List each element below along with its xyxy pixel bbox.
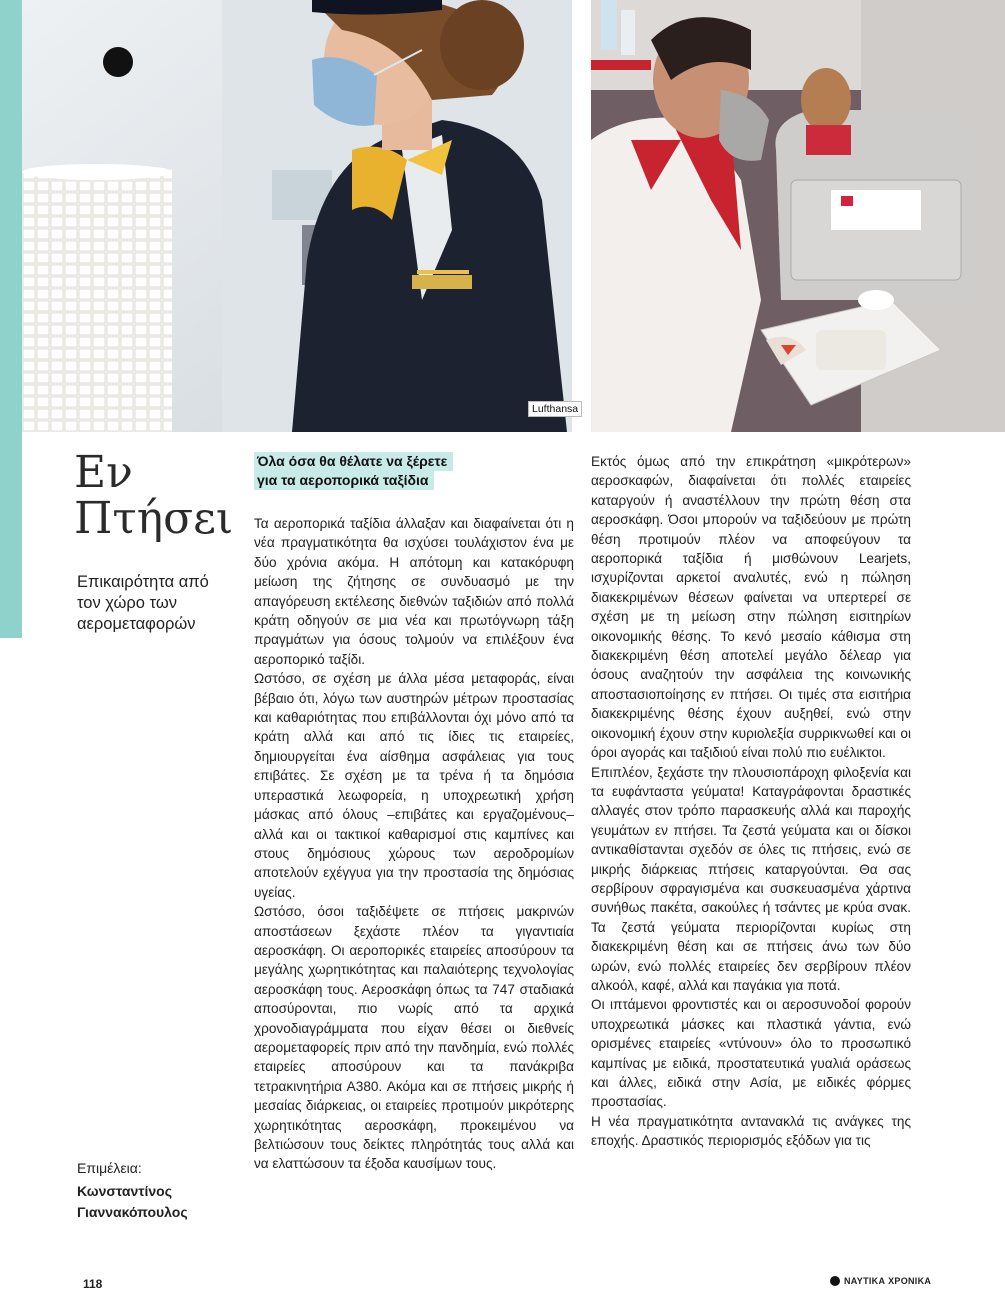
paragraph: Οι ιπτάμενοι φροντιστές και οι αεροσυνοδοί φορούν υποχρεωτικά μάσκες και πλαστικά γάντια, ενώ ορισμένες εταιρείες «ντύνουν» όλο το προσωπικό καμπίνας με ειδικά, προστατευτικά γυαλιά οράσεως και άλλες, ειδικά στην Ασία, με ειδικές φόρμες προστασίας. bbox=[591, 997, 911, 1110]
kicker-line-1: Όλα όσα θα θέλατε να ξέρετε bbox=[254, 452, 453, 471]
magazine-logo-icon bbox=[103, 47, 133, 77]
brand-logo-icon bbox=[830, 1276, 840, 1286]
paragraph: Η νέα πραγματικότητα αντανακλά τις ανάγκες της εποχής. Δραστικός περιορισμός εξόδων για τις bbox=[591, 1113, 911, 1149]
article-kicker bbox=[254, 452, 453, 490]
right-column bbox=[591, 452, 911, 1151]
middle-column bbox=[254, 514, 574, 1174]
accent-bar bbox=[0, 0, 22, 638]
article-title bbox=[74, 447, 234, 544]
footer-brand bbox=[830, 1276, 931, 1286]
title-line-2: Πτήσει bbox=[74, 493, 234, 544]
credits-name: Κωνσταντίνος Γιαννακόπουλος bbox=[77, 1183, 188, 1220]
article-subtitle: Επικαιρότητα από τον χώρο των αερομεταφορών bbox=[77, 573, 209, 633]
paragraph: Τα αεροπορικά ταξίδια άλλαξαν και διαφαίνεται ότι η νέα πραγματικότητα θα ισχύσει τουλάχιστον ένα με δύο χρόνια ακόμα. Η απότομη και κατακόρυφη μείωση της ζήτησης σε συνδυασμό με την απαγόρευση εκτέλεσης διεθνών ταξιδιών από πολλά κράτη οδηγούν σε μια νέα και πρωτόγνωρη τάξη πραγμάτων για όσους τολμούν να επιλέξουν ένα αεροπορικό ταξίδι. bbox=[254, 516, 574, 667]
photo-credit: Lufthansa bbox=[528, 401, 582, 417]
photo-cabin-crew-serving bbox=[591, 0, 1005, 432]
title-line-1: Εν bbox=[74, 447, 133, 498]
footer-brand-text: ΝΑΥΤΙΚΑ ΧΡΟΝΙΚΑ bbox=[844, 1276, 932, 1286]
photo-lufthansa-attendant bbox=[22, 0, 579, 432]
paragraph: Ωστόσο, σε σχέση με άλλα μέσα μεταφοράς, είναι βέβαιο ότι, λόγω των αυστηρών μέτρων προστασίας και καθαριότητας που επιβάλλονται όχι μόνο από τα κράτη αλλά και από τις ίδιες τις εταιρείες, δημιουργείται ένα αίσθημα ασφάλειας για τους επιβάτες. Σε σχέση με τα τρένα ή τα δημόσια υπεραστικά λεωφορεία, η υποχρεωτική χρήση μάσκας από όλους –επιβάτες και εργαζομένους– αλλά και οι τακτικοί καθαρισμοί στις καμπίνες και στους δημόσιους χώρους των αεροδρομίων αποτελούν εχέγγυα για την προστασία της δημόσιας υγείας. bbox=[254, 671, 574, 900]
credits-label: Επιμέλεια: bbox=[77, 1160, 142, 1176]
paragraph: Ωστόσο, όσοι ταξιδέψετε σε πτήσεις μακρινών αποστάσεων ξεχάστε πλέον τα γιγαντιαία αεροσκάφη. Οι αεροπορικές εταιρείες αποσύρουν τα μεγάλης χωρητικότητας και παλαιότερης τεχνολογίας αεροσκάφη τους. Αεροσκάφη όπως τα 747 σταδιακά αποσύρονται, πιο νωρίς από τα αρχικά χρονοδιαγράμματα που είχαν θέσει οι διεθνείς αερομεταφορείς πριν από την πανδημία, ενώ πολλές εταιρείες αποσύρουν και τα πανάκριβα τετρακινητήρια A380. Ακόμα και σε πτήσεις μικρής ή μεσαίας διάρκειας, οι εταιρείες προτιμούν μικρότερης χωρητικότητας αεροσκάφη, προκειμένου να βελτιώσουν τους δείκτες πληρότητάς τους αλλά και να ελαττώσουν τα έξοδα καυσίμων τους. bbox=[254, 904, 574, 1172]
paragraph: Εκτός όμως από την επικράτηση «μικρότερων» αεροσκαφών, διαφαίνεται ότι πολλές εταιρείες καταργούν ή αναστέλλουν την πρώτη θέση στα αεροσκάφη. Όσοι μπορούν να ταξιδεύουν με πρώτη θέση προτιμούν πλέον να αποφεύγουν τα αεροπορικά ταξίδια ή μισθώνουν Learjets, ισχυρίζονται αρκετοί αναλυτές, ενώ η πώληση διακεκριμένων θέσεων φαίνεται να υπερτερεί σε σχέση με τη μείωση στην πώληση εισιτηρίων οικονομικής θέσης. Το κενό μεσαίο κάθισμα στη διακεκριμένη θέση αποτελεί μεγάλο δέλεαρ για όσους αναζητούν την ασφάλεια της κοινωνικής αποστασιοποίησης εν πτήσει. Οι τιμές στα εισιτήρια διακεκριμένης θέσης έχουν αυξηθεί, ενώ στην οικονομική έχουν στην κυριολεξία συρρικνωθεί και οι όροι αγοράς και ταξιδιού είναι πολύ πιο ευέλικτοι. bbox=[591, 454, 911, 761]
paragraph: Επιπλέον, ξεχάστε την πλουσιοπάροχη φιλοξενία και τα ευφάνταστα γεύματα! Καταγράφονται δραστικές αλλαγές στον τρόπο παρασκευής αλλά και παροχής γευμάτων εν πτήσει. Τα ζεστά γεύματα και οι δίσκοι αντικαθίστανται σχεδόν σε όλες τις πτήσεις, ενώ σε μικρής διάρκειας πτήσεις καταργούνται. Θα σας σερβίρουν σφραγισμένα και συσκευασμένα χάρτινα συνήθως πακέτα, σακούλες ή τσάντες με κρύα σνακ. Τα ζεστά γεύματα περιορίζονται κυρίως στη διακεκριμένη θέση και σε πτήσεις άνω των δύο ωρών, ενώ πολλές εταιρείες δεν σερβίρουν πλέον αλκοόλ, καφέ, αλλά και παγάκια για ποτά. bbox=[591, 764, 911, 993]
page-number: 118 bbox=[83, 1277, 103, 1291]
kicker-line-2: για τα αεροπορικά ταξίδια bbox=[254, 471, 434, 490]
